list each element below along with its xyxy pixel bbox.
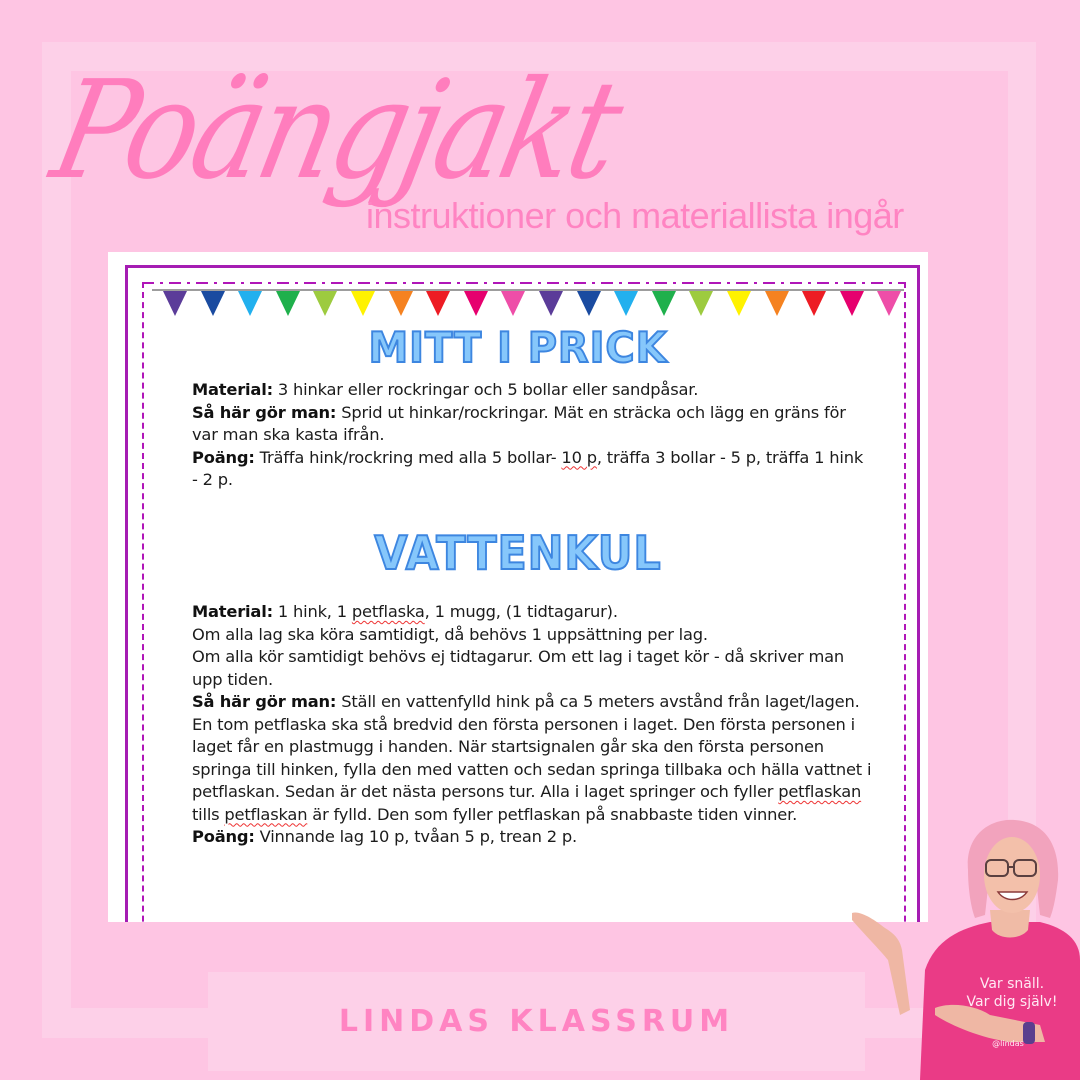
material-text: 3 hinkar eller rockringar och 5 bollar eller sandpåsar. <box>272 380 699 399</box>
footer-banner <box>208 972 865 1071</box>
activity-heading-vattenkul: VATTENKUL <box>374 526 662 580</box>
points-text: Vinnande lag 10 p, tvåan 5 p, trean 2 p. <box>254 827 577 846</box>
points-label: Poäng: <box>192 447 255 467</box>
how-label: Så här gör man: <box>192 402 337 422</box>
bunting-flag <box>426 291 450 316</box>
spellcheck-word: petflaskan <box>224 804 308 824</box>
bunting-flag <box>614 291 638 316</box>
how-text: Ställ en vattenfylld hink på ca 5 meters avstånd från laget/lagen. En tom petflaska ska stå bredvid den första personen i laget. Den första personen i laget får en plastmugg i handen. När startsignalen går ska den första personen springa till hinken, fylla den med vatten och sedan springa tillbaka och hälla vattnet i petflaskan. Sedan är det nästa persons tur. Alla i laget springer och fyller <box>192 692 872 801</box>
bunting-flag <box>577 291 601 316</box>
bunting-flag <box>539 291 563 316</box>
bunting-flag <box>765 291 789 316</box>
document-dashed-border-top <box>142 282 906 284</box>
material-text: , 1 mugg, (1 tidtagarur). <box>424 602 618 621</box>
presenter-photo <box>840 810 1080 1080</box>
page-subtitle: instruktioner och materiallista ingår <box>366 195 904 236</box>
shirt-handle: @lindas <box>992 1039 1024 1048</box>
points-label: Poäng: <box>192 827 255 846</box>
bunting-flag <box>351 291 375 316</box>
how-text: är fylld. Den som fyller petflaskan på snabbaste tiden vinner. <box>307 804 798 824</box>
shirt-text-line1: Var snäll. <box>979 976 1045 992</box>
bunting-flag <box>652 291 676 316</box>
bunting-flag <box>727 291 751 316</box>
activity-heading-mitt-i-prick: MITT I PRICK <box>368 323 668 372</box>
spellcheck-word: petflaska <box>351 602 425 621</box>
activity-body-mitt-i-prick <box>192 379 872 492</box>
page-title: Poängjakt <box>40 50 632 210</box>
points-line <box>192 447 872 492</box>
bunting-flag <box>238 291 262 316</box>
material-label: Material: <box>192 602 273 621</box>
note-line: Om alla kör samtidigt behövs ej tidtagarur. Om ett lag i taget kör - då skriver man upp tiden. <box>192 647 845 689</box>
bunting-flag <box>389 291 413 316</box>
how-line <box>192 691 872 826</box>
document-preview <box>108 252 928 922</box>
bunting-flag <box>802 291 826 316</box>
bunting-flag <box>840 291 864 316</box>
spellcheck-word: 10 p <box>561 447 597 467</box>
points-text: Träffa hink/rockring med alla 5 bollar- <box>254 447 562 467</box>
bunting-flag <box>276 291 300 316</box>
note-line: Om alla lag ska köra samtidigt, då behövs 1 uppsättning per lag. <box>192 624 708 644</box>
bunting-flag <box>501 291 525 316</box>
shirt-text-line2: Var dig själv! <box>966 994 1058 1010</box>
brand-name: LINDAS KLASSRUM <box>338 1004 735 1039</box>
bunting-flag <box>201 291 225 316</box>
material-text: 1 hink, 1 <box>272 602 352 621</box>
how-line <box>192 402 872 447</box>
how-label: Så här gör man: <box>192 692 337 711</box>
material-line <box>192 601 872 624</box>
bunting-flag <box>313 291 337 316</box>
points-line <box>192 826 872 849</box>
material-line <box>192 379 872 402</box>
how-text: tills <box>192 804 225 824</box>
activity-body-vattenkul <box>192 601 872 849</box>
spellcheck-word: petflaskan <box>778 782 862 801</box>
how-text: Sprid ut hinkar/rockringar. Mät en sträcka och lägg en gräns för var man ska kasta ifrån. <box>192 402 846 444</box>
bunting-banner <box>163 291 901 316</box>
bunting-flag <box>877 291 901 316</box>
bunting-flag <box>464 291 488 316</box>
material-label: Material: <box>192 380 273 399</box>
bunting-flag <box>163 291 187 316</box>
points-text: , träffa 3 bollar - 5 p, träffa 1 hink - 2 p. <box>192 447 864 489</box>
bunting-flag <box>689 291 713 316</box>
